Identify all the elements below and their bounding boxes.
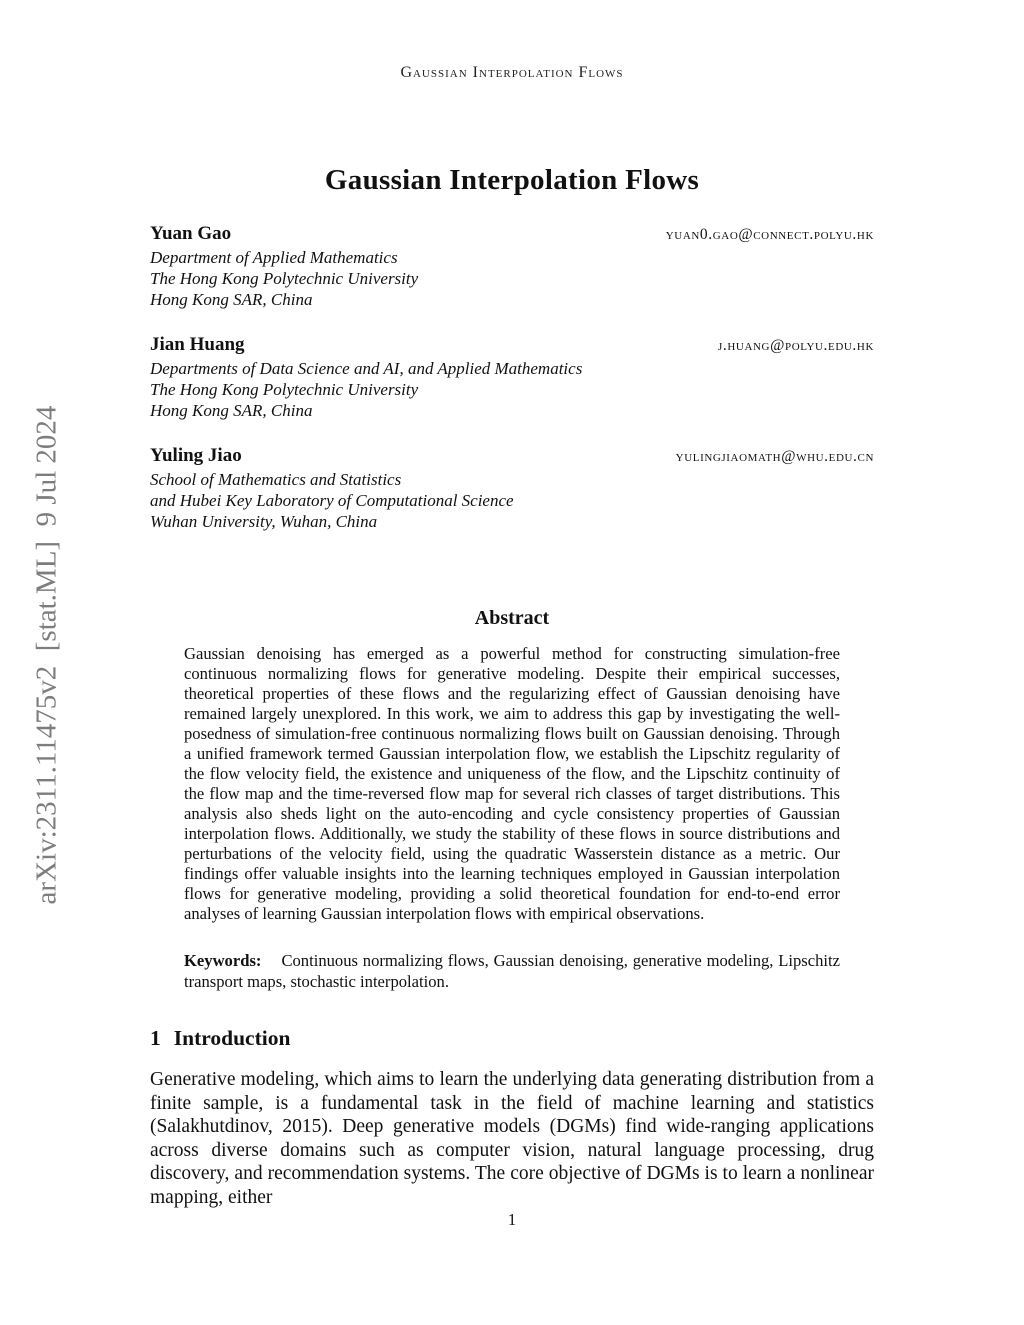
author-affiliation: Department of Applied Mathematics bbox=[150, 248, 398, 267]
author-name: Jian Huang bbox=[150, 334, 245, 355]
section-number: 1 bbox=[150, 1026, 161, 1050]
author-block bbox=[150, 334, 874, 421]
arxiv-watermark: arXiv:2311.11475v2 [stat.ML] 9 Jul 2024 bbox=[30, 405, 63, 905]
author-affiliation: School of Mathematics and Statistics bbox=[150, 470, 402, 489]
author-name: Yuan Gao bbox=[150, 223, 232, 244]
author-name-line bbox=[150, 445, 874, 467]
section-heading bbox=[150, 1026, 874, 1051]
author-affiliation: Hong Kong SAR, China bbox=[150, 290, 313, 309]
paper-title: Gaussian Interpolation Flows bbox=[324, 164, 700, 196]
page-number: 1 bbox=[507, 1210, 517, 1229]
author-email: yulingjiaomath@whu.edu.cn bbox=[675, 448, 874, 465]
author-block bbox=[150, 223, 874, 310]
keywords-block bbox=[184, 950, 840, 992]
keywords-text: Continuous normalizing flows, Gaussian denoising, generative modeling, Lipschitz transport maps, stochastic interpolation. bbox=[184, 951, 840, 991]
keywords-label: Keywords: bbox=[184, 951, 262, 970]
author-affiliation: Departments of Data Science and AI, and Applied Mathematics bbox=[150, 359, 583, 378]
author-email: j.huang@polyu.edu.hk bbox=[718, 337, 874, 354]
introduction-paragraph: Generative modeling, which aims to learn the underlying data generating distribution from a finite sample, is a fundamental task in the field of machine learning and statistics (Salakhutdinov, 2015). Deep generative models (DGMs) find wide-ranging applications across diverse domains such as computer vision, natural language processing, drug discovery, and recommendation systems. The core objective of DGMs is to learn a nonlinear mapping, either bbox=[150, 1069, 874, 1208]
author-affiliation: Hong Kong SAR, China bbox=[150, 401, 313, 420]
author-name: Yuling Jiao bbox=[150, 445, 242, 466]
author-affiliation: and Hubei Key Laboratory of Computational Science bbox=[150, 491, 514, 510]
author-name-line bbox=[150, 334, 874, 356]
author-email: yuan0.gao@connect.polyu.hk bbox=[665, 226, 874, 243]
author-affiliation: Wuhan University, Wuhan, China bbox=[150, 512, 378, 531]
author-affiliation: The Hong Kong Polytechnic University bbox=[150, 380, 419, 399]
abstract-heading: Abstract bbox=[474, 607, 550, 629]
abstract-text: Gaussian denoising has emerged as a powerful method for constructing simulation-free continuous normalizing flows for generative modeling. Despite their empirical successes, theoretical properties of these flows and the regularizing effect of Gaussian denoising have remained largely unexplored. In this work, we aim to address this gap by investigating the well-posedness of simulation-free continuous normalizing flows built on Gaussian denoising. Through a unified framework termed Gaussian interpolation flow, we establish the Lipschitz regularity of the flow velocity field, the existence and uniqueness of the flow, and the Lipschitz continuity of the flow map and the time-reversed flow map for several rich classes of target distributions. This analysis also sheds light on the auto-encoding and cycle consistency properties of Gaussian interpolation flows. Additionally, we study the stability of these flows in source distributions and perturbations of the velocity field, using the quadratic Wasserstein distance as a metric. Our findings offer valuable insights into the learning techniques employed in Gaussian interpolation flows for generative modeling, providing a solid theoretical foundation for end-to-end error analyses of learning Gaussian interpolation flows with empirical observations. bbox=[184, 644, 840, 923]
author-name-line bbox=[150, 223, 874, 245]
section-title: Introduction bbox=[173, 1026, 291, 1050]
running-header: Gaussian Interpolation Flows bbox=[400, 64, 624, 81]
author-block bbox=[150, 445, 874, 532]
author-affiliation: The Hong Kong Polytechnic University bbox=[150, 269, 419, 288]
